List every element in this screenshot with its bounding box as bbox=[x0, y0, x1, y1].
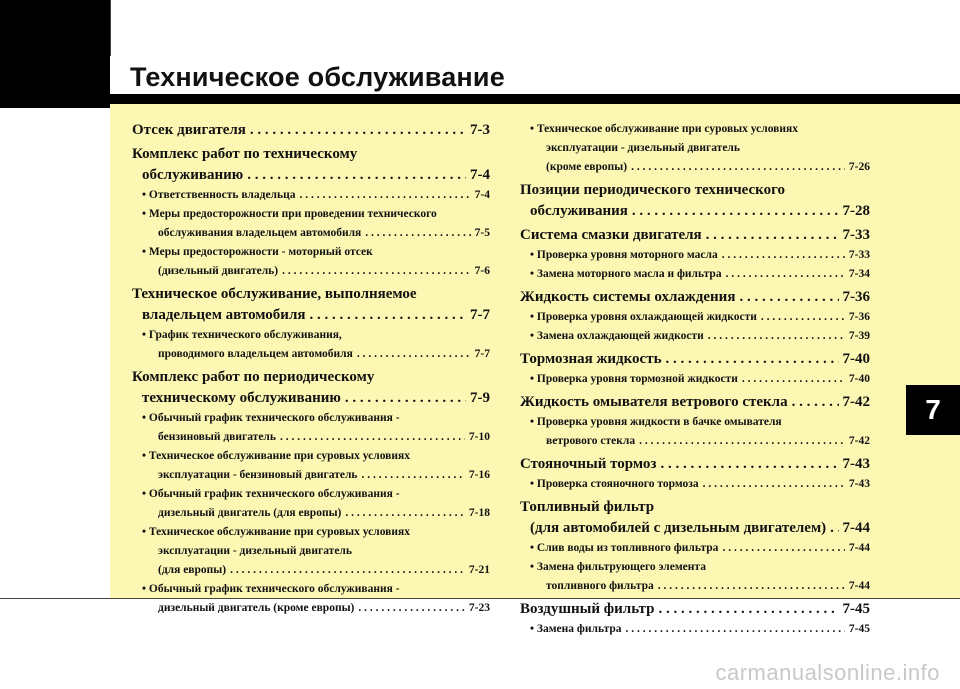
leader-dots bbox=[362, 466, 465, 485]
toc-entry-page: 7-5 bbox=[474, 227, 490, 239]
toc-entry[interactable] bbox=[132, 428, 490, 447]
toc-entry[interactable] bbox=[132, 345, 490, 364]
toc-entry[interactable] bbox=[520, 392, 870, 413]
leader-dots bbox=[345, 504, 465, 523]
toc-entry-line: • Обычный график технического обслуживания - bbox=[142, 583, 400, 595]
toc-entry-title: • Проверка уровня охлаждающей жидкости bbox=[530, 311, 757, 323]
toc-entry-title: (дизельный двигатель) bbox=[158, 265, 279, 277]
toc-entry[interactable] bbox=[520, 518, 870, 539]
chapter-tab[interactable] bbox=[906, 385, 960, 435]
toc-entry-title: проводимого владельцем автомобиля bbox=[158, 348, 353, 360]
toc-entry-title: техническому обслуживанию bbox=[142, 390, 341, 406]
toc-entry-page: 7-4 bbox=[470, 167, 490, 183]
leader-dots bbox=[722, 246, 845, 265]
toc-entry-title: • Проверка уровня моторного масла bbox=[530, 249, 718, 261]
toc-entry-page: 7-36 bbox=[842, 289, 870, 305]
toc-entry-page: 7-9 bbox=[470, 390, 490, 406]
toc-entry[interactable] bbox=[520, 327, 870, 346]
toc-column-right bbox=[520, 120, 870, 639]
leader-dots bbox=[666, 349, 839, 370]
toc-entry-page: 7-26 bbox=[848, 161, 870, 173]
toc-entry-title: бензиновый двигатель bbox=[158, 431, 276, 443]
toc-entry[interactable] bbox=[520, 158, 870, 177]
toc-entry[interactable] bbox=[520, 225, 870, 246]
toc-entry-page: 7-6 bbox=[474, 265, 490, 277]
toc-entry[interactable] bbox=[132, 224, 490, 243]
toc-entry-page: 7-7 bbox=[474, 348, 490, 360]
toc-entry[interactable] bbox=[520, 308, 870, 327]
toc-entry[interactable] bbox=[132, 561, 490, 580]
toc-entry-title: • Слив воды из топливного фильтра bbox=[530, 542, 719, 554]
toc-entry-line: • Меры предосторожности при проведении технического bbox=[142, 208, 437, 220]
leader-dots bbox=[299, 186, 470, 205]
toc-entry-title: обслуживания владельцем автомобиля bbox=[158, 227, 362, 239]
leader-dots bbox=[247, 165, 466, 186]
toc-entry-title: Воздушный фильтр bbox=[520, 601, 655, 617]
toc-entry[interactable] bbox=[520, 265, 870, 284]
toc-entry-title: (для автомобилей с дизельным двигателем) bbox=[530, 520, 827, 536]
toc-entry-line: Техническое обслуживание, выполняемое bbox=[132, 286, 417, 302]
toc-entry-line: эксплуатации - дизельный двигатель bbox=[158, 545, 352, 557]
toc-entry[interactable] bbox=[520, 287, 870, 308]
toc-entry[interactable] bbox=[520, 599, 870, 620]
leader-dots bbox=[658, 599, 838, 620]
leader-dots bbox=[309, 305, 466, 326]
toc-entry-line: • Замена фильтрующего элемента bbox=[530, 561, 706, 573]
leader-dots bbox=[626, 620, 845, 639]
toc-entry-title: ветрового стекла bbox=[546, 435, 636, 447]
toc-entry[interactable] bbox=[132, 165, 490, 186]
toc-entry[interactable] bbox=[132, 466, 490, 485]
toc-entry-page: 7-3 bbox=[470, 122, 490, 138]
toc-entry[interactable] bbox=[520, 349, 870, 370]
toc-entry-title: • Замена охлаждающей жидкости bbox=[530, 330, 704, 342]
toc-entry-line: • Техническое обслуживание при суровых условиях bbox=[530, 123, 798, 135]
toc-entry-page: 7-10 bbox=[468, 431, 490, 443]
side-tab-area bbox=[898, 104, 960, 598]
leader-dots bbox=[280, 428, 465, 447]
leader-dots bbox=[632, 201, 839, 222]
toc-entry-page: 7-34 bbox=[848, 268, 870, 280]
toc-entry-title: Стояночный тормоз bbox=[520, 456, 657, 472]
leader-dots bbox=[830, 518, 838, 539]
toc-entry-title: • Ответственность владельца bbox=[142, 189, 296, 201]
leader-dots bbox=[703, 475, 845, 494]
toc-entry-page: 7-4 bbox=[474, 189, 490, 201]
toc-entry-title: топливного фильтра bbox=[546, 580, 654, 592]
toc-entry-title: Отсек двигателя bbox=[132, 122, 246, 138]
toc-entry-page: 7-36 bbox=[848, 311, 870, 323]
toc-entry-title: обслуживанию bbox=[142, 167, 244, 183]
toc-entry-line: • Обычный график технического обслуживания - bbox=[142, 412, 400, 424]
toc-entry-line: • График технического обслуживания, bbox=[142, 329, 342, 341]
toc-entry-line: • Меры предосторожности - моторный отсек bbox=[142, 246, 373, 258]
toc-entry[interactable] bbox=[132, 388, 490, 409]
toc-entry-line: эксплуатации - дизельный двигатель bbox=[546, 142, 740, 154]
toc-entry[interactable] bbox=[520, 454, 870, 475]
leader-dots bbox=[345, 388, 466, 409]
leader-dots bbox=[639, 432, 845, 451]
toc-entry-title: Жидкость системы охлаждения bbox=[520, 289, 736, 305]
leader-dots bbox=[282, 262, 471, 281]
toc-entry-title: • Проверка уровня тормозной жидкости bbox=[530, 373, 738, 385]
toc-entry-page: 7-44 bbox=[848, 542, 870, 554]
toc-entry[interactable] bbox=[132, 186, 490, 205]
toc-entry-page: 7-44 bbox=[842, 520, 870, 536]
corner-block bbox=[0, 0, 110, 108]
header bbox=[110, 56, 960, 94]
toc-entry-line: • Проверка уровня жидкости в бачке омывателя bbox=[530, 416, 782, 428]
toc-entry[interactable] bbox=[132, 504, 490, 523]
toc-entry-title: обслуживания bbox=[530, 203, 628, 219]
toc-entry-page: 7-33 bbox=[842, 227, 870, 243]
toc-entry[interactable] bbox=[520, 620, 870, 639]
leader-dots bbox=[742, 370, 845, 389]
toc-entry-title: дизельный двигатель (кроме европы) bbox=[158, 602, 355, 614]
toc-entry-page: 7-16 bbox=[468, 469, 490, 481]
leader-dots bbox=[658, 577, 845, 596]
leader-dots bbox=[722, 539, 844, 558]
toc-entry-title: • Замена фильтра bbox=[530, 623, 622, 635]
toc-entry-page: 7-28 bbox=[842, 203, 870, 219]
leader-dots bbox=[660, 454, 838, 475]
toc-entry[interactable] bbox=[520, 475, 870, 494]
leader-dots bbox=[708, 327, 845, 346]
leader-dots bbox=[230, 561, 465, 580]
toc-entry[interactable] bbox=[520, 577, 870, 596]
toc-entry-title: • Проверка стояночного тормоза bbox=[530, 478, 699, 490]
toc-entry[interactable] bbox=[520, 201, 870, 222]
leader-dots bbox=[631, 158, 845, 177]
leader-dots bbox=[739, 287, 838, 308]
toc-entry[interactable] bbox=[132, 120, 490, 141]
leader-dots bbox=[357, 345, 471, 364]
leader-dots bbox=[250, 120, 466, 141]
toc-entry-title: (для европы) bbox=[158, 564, 227, 576]
toc-entry-title: Тормозная жидкость bbox=[520, 351, 662, 367]
toc-entry-line: • Техническое обслуживание при суровых условиях bbox=[142, 450, 410, 462]
toc-entry[interactable] bbox=[520, 370, 870, 389]
toc-entry[interactable] bbox=[520, 432, 870, 451]
toc-entry-page: 7-33 bbox=[848, 249, 870, 261]
toc-entry-page: 7-45 bbox=[842, 601, 870, 617]
toc-entry-page: 7-40 bbox=[842, 351, 870, 367]
title-rule bbox=[110, 94, 960, 104]
toc-entry-page: 7-39 bbox=[848, 330, 870, 342]
bottom-rule bbox=[0, 598, 960, 599]
toc-entry-title: (кроме европы) bbox=[546, 161, 628, 173]
toc-entry-page: 7-45 bbox=[848, 623, 870, 635]
toc-entry-page: 7-42 bbox=[848, 435, 870, 447]
toc-entry-page: 7-43 bbox=[848, 478, 870, 490]
toc-entry[interactable] bbox=[520, 539, 870, 558]
page-title: Техническое обслуживание bbox=[130, 62, 505, 92]
toc-entry[interactable] bbox=[520, 246, 870, 265]
toc-entry-page: 7-44 bbox=[848, 580, 870, 592]
watermark: carmanualsonline.info bbox=[715, 660, 940, 685]
leader-dots bbox=[761, 308, 845, 327]
toc-entry-line: • Техническое обслуживание при суровых условиях bbox=[142, 526, 410, 538]
leader-dots bbox=[365, 224, 470, 243]
toc-entry-title: Система смазки двигателя bbox=[520, 227, 702, 243]
toc-entry-title: эксплуатации - бензиновый двигатель bbox=[158, 469, 358, 481]
toc-entry-line: Топливный фильтр bbox=[520, 499, 655, 515]
leader-dots bbox=[358, 599, 465, 618]
toc-entry-line: Комплекс работ по техническому bbox=[132, 146, 358, 162]
toc-entry-title: • Замена моторного масла и фильтра bbox=[530, 268, 722, 280]
toc-entry[interactable] bbox=[132, 262, 490, 281]
toc-entry-title: Жидкость омывателя ветрового стекла bbox=[520, 394, 788, 410]
toc-entry-page: 7-21 bbox=[468, 564, 490, 576]
toc-entry-page: 7-23 bbox=[468, 602, 490, 614]
leader-dots bbox=[726, 265, 845, 284]
toc-entry-page: 7-42 bbox=[842, 394, 870, 410]
toc-entry-page: 7-18 bbox=[468, 507, 490, 519]
toc-entry-page: 7-40 bbox=[848, 373, 870, 385]
toc-column-left bbox=[132, 120, 490, 618]
toc-entry-line: • Обычный график технического обслуживания - bbox=[142, 488, 400, 500]
toc-entry-page: 7-43 bbox=[842, 456, 870, 472]
leader-dots bbox=[792, 392, 839, 413]
toc-entry-line: Комплекс работ по периодическому bbox=[132, 369, 375, 385]
toc-entry-line: Позиции периодического технического bbox=[520, 182, 786, 198]
toc-entry[interactable] bbox=[132, 305, 490, 326]
toc-entry-title: владельцем автомобиля bbox=[142, 307, 306, 323]
toc-entry[interactable] bbox=[132, 599, 490, 618]
chapter-number: 7 bbox=[925, 394, 941, 425]
toc-entry-page: 7-7 bbox=[470, 307, 490, 323]
toc-panel bbox=[110, 104, 898, 635]
leader-dots bbox=[706, 225, 839, 246]
toc-entry-title: дизельный двигатель (для европы) bbox=[158, 507, 342, 519]
